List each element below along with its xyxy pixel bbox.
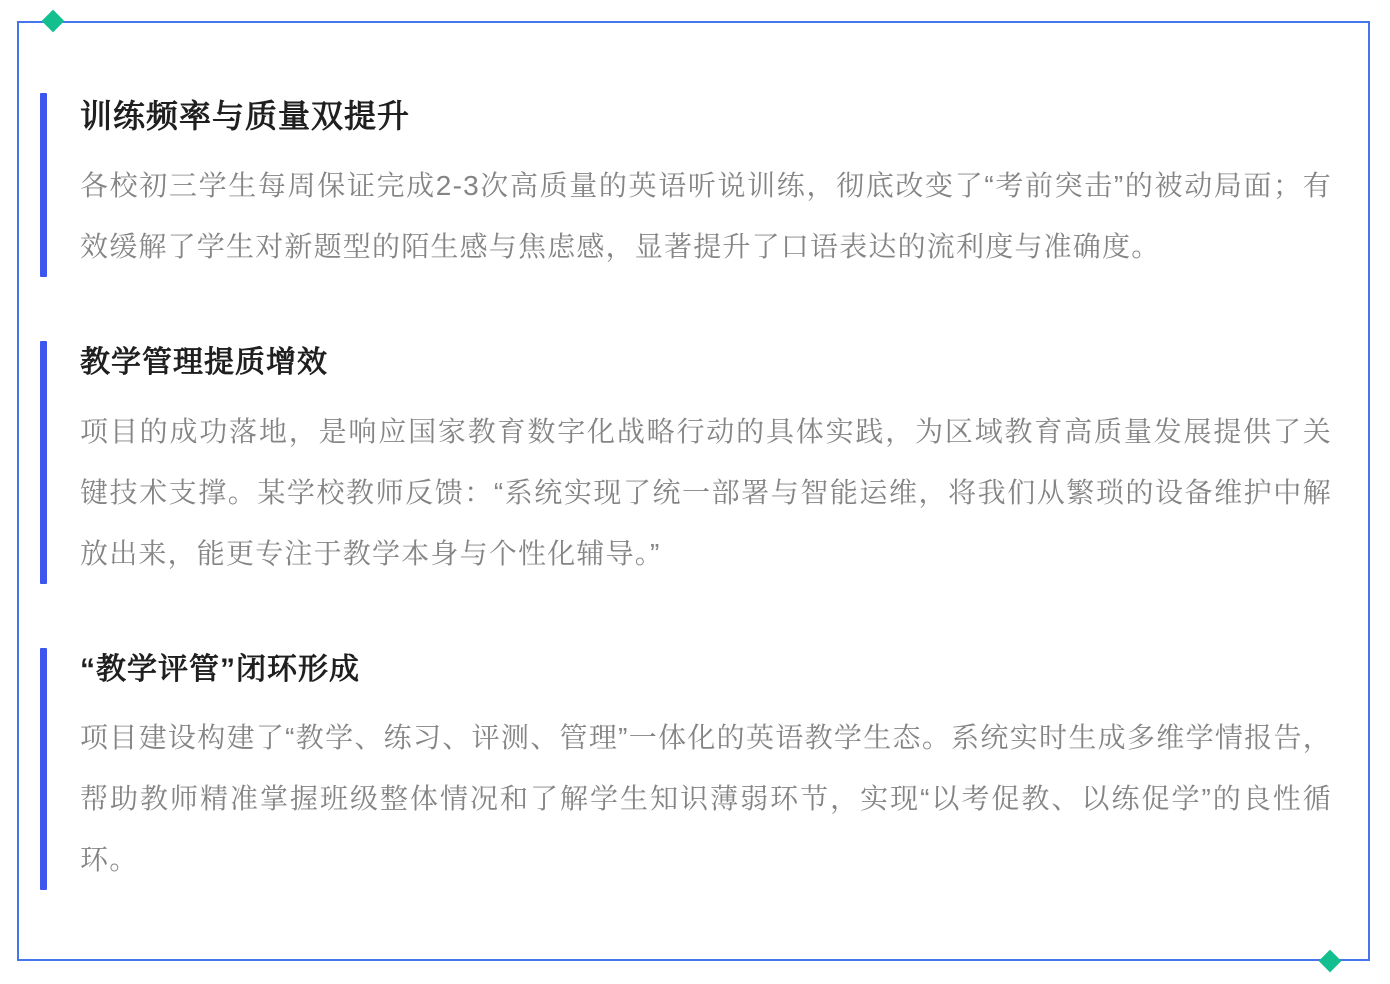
section-body: 各校初三学生每周保证完成2-3次高质量的英语听说训练，彻底改变了“考前突击”的被动局面；有效缓解了学生对新题型的陌生感与焦虑感，显著提升了口语表达的流利度与准确度。 bbox=[80, 170, 1332, 263]
accent-bar bbox=[40, 341, 47, 584]
section-training-frequency bbox=[40, 93, 1332, 277]
section-heading: 教学管理提质增效 bbox=[80, 346, 328, 380]
section-closed-loop bbox=[40, 648, 1332, 891]
section-content bbox=[80, 648, 1332, 891]
accent-bar bbox=[40, 93, 47, 277]
accent-bar bbox=[40, 648, 47, 891]
section-teaching-management bbox=[40, 341, 1332, 584]
section-content bbox=[80, 341, 1332, 584]
content-frame bbox=[17, 21, 1370, 961]
section-body: 项目建设构建了“教学、练习、评测、管理”一体化的英语教学生态。系统实时生成多维学情报告，帮助教师精准掌握班级整体情况和了解学生知识薄弱环节，实现“以考促教、以练促学”的良性循环。 bbox=[80, 722, 1332, 876]
section-content bbox=[80, 93, 1332, 277]
section-heading: “教学评管”闭环形成 bbox=[80, 652, 360, 686]
section-heading: 训练频率与质量双提升 bbox=[80, 98, 411, 134]
section-body: 项目的成功落地，是响应国家教育数字化战略行动的具体实践，为区域教育高质量发展提供了关键技术支撑。某学校教师反馈：“系统实现了统一部署与智能运维，将我们从繁琐的设备维护中解放出来，能更专注于教学本身与个性化辅导。” bbox=[80, 415, 1332, 569]
content-area bbox=[19, 23, 1368, 954]
